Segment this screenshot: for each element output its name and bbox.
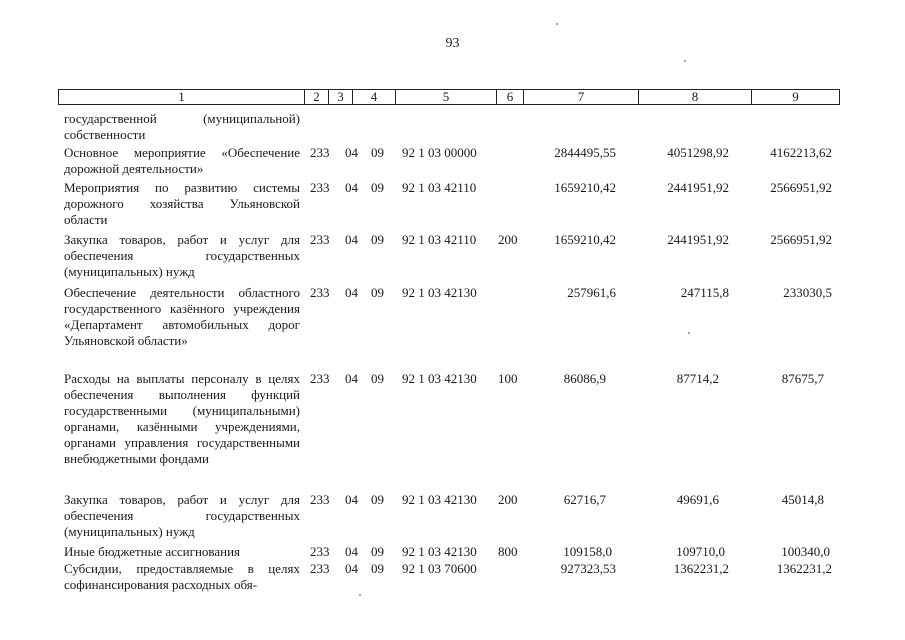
row-col-8: 4051298,92 [667,145,729,160]
row-col-9: 100340,0 [781,544,830,559]
row-col-2: 233 [310,544,330,559]
scan-speck [359,594,361,596]
row-col-5: 92 1 03 42110 [402,180,477,195]
row-col-3: 04 [345,492,358,507]
header-col-7: 7 [523,90,638,104]
row-col-7: 2844495,55 [554,145,616,160]
row-col-2: 233 [310,145,330,160]
row-description: Основное мероприятие «Обеспечение дорожной деятельности» [64,145,300,176]
row-col-8: 109710,0 [676,544,725,559]
row-col-3: 04 [345,232,358,247]
row-col-4: 09 [371,145,384,160]
row-col-9: 1362231,2 [776,561,832,576]
row-description: Закупка товаров, работ и услуг для обеспечения государственных (муниципальных) нужд [64,232,300,279]
row-col-2: 233 [310,561,330,576]
row-col-5: 92 1 03 70600 [402,561,477,576]
row-description: Иные бюджетные ассигнования [64,544,241,559]
row-col-9: 87675,7 [781,371,824,386]
row-col-5: 92 1 03 42130 [402,492,477,507]
header-col-5: 5 [395,90,496,104]
row-description: Мероприятия по развитию системы дорожного хозяйства Ульяновской области [64,180,300,227]
row-col-3: 04 [345,371,358,386]
row-col-9: 4162213,62 [770,145,832,160]
header-col-8: 8 [638,90,751,104]
row-col-2: 233 [310,371,330,386]
row-col-6: 200 [498,492,518,507]
row-col-7: 1659210,42 [554,180,616,195]
row-description: Закупка товаров, работ и услуг для обеспечения государственных (муниципальных) нужд [64,492,300,539]
row-col-3: 04 [345,544,358,559]
header-col-2: 2 [304,90,328,104]
row-col-4: 09 [371,492,384,507]
row-col-2: 233 [310,285,330,300]
row-col-4: 09 [371,561,384,576]
row-description: Расходы на выплаты персоналу в целях обеспечения выполнения функций государственными (муниципальными) органами, казёнными учреждениями, органами управления государственными внебюджетными фондами [64,371,300,466]
row-col-8: 2441951,92 [667,180,729,195]
row-col-4: 09 [371,180,384,195]
row-col-2: 233 [310,180,330,195]
scan-speck [684,60,686,62]
header-col-1: 1 [178,89,185,104]
row-col-3: 04 [345,561,358,576]
row-col-8: 1362231,2 [673,561,729,576]
row-col-7: 86086,9 [563,371,606,386]
scan-speck [556,23,558,25]
row-col-2: 233 [310,492,330,507]
row-col-9: 233030,5 [783,285,832,300]
row-col-5: 92 1 03 42110 [402,232,477,247]
row-col-6: 200 [498,232,518,247]
row-col-3: 04 [345,145,358,160]
scan-speck [688,332,690,334]
row-col-7: 109158,0 [563,544,612,559]
page-number: 93 [445,36,460,51]
row-col-6: 100 [498,371,518,386]
row-description: Субсидии, предоставляемые в целях софинансирования расходных обя- [64,561,300,592]
header-col-3: 3 [328,90,352,104]
row-col-3: 04 [345,180,358,195]
row-col-8: 2441951,92 [667,232,729,247]
row-col-8: 87714,2 [676,371,719,386]
row-col-6: 800 [498,544,518,559]
row-col-4: 09 [371,371,384,386]
row-col-5: 92 1 03 00000 [402,145,477,160]
row-description: государственной (муниципальной) собственности [64,111,300,142]
row-col-9: 2566951,92 [770,232,832,247]
row-col-8: 247115,8 [680,285,729,300]
row-col-7: 927323,53 [560,561,616,576]
row-col-9: 45014,8 [781,492,824,507]
row-description: Обеспечение деятельности областного государственного казённого учреждения «Департамент автомобильных дорог Ульяновской области» [64,285,300,348]
row-col-4: 09 [371,544,384,559]
row-col-5: 92 1 03 42130 [402,285,477,300]
row-col-4: 09 [371,285,384,300]
row-col-3: 04 [345,285,358,300]
row-col-2: 233 [310,232,330,247]
header-col-6: 6 [496,90,523,104]
row-col-7: 1659210,42 [554,232,616,247]
row-col-8: 49691,6 [676,492,719,507]
row-col-5: 92 1 03 42130 [402,544,477,559]
header-col-4: 4 [352,90,395,104]
row-col-5: 92 1 03 42130 [402,371,477,386]
row-col-4: 09 [371,232,384,247]
row-col-7: 62716,7 [563,492,606,507]
row-col-7: 257961,6 [567,285,616,300]
header-col-9: 9 [751,90,839,104]
row-col-9: 2566951,92 [770,180,832,195]
